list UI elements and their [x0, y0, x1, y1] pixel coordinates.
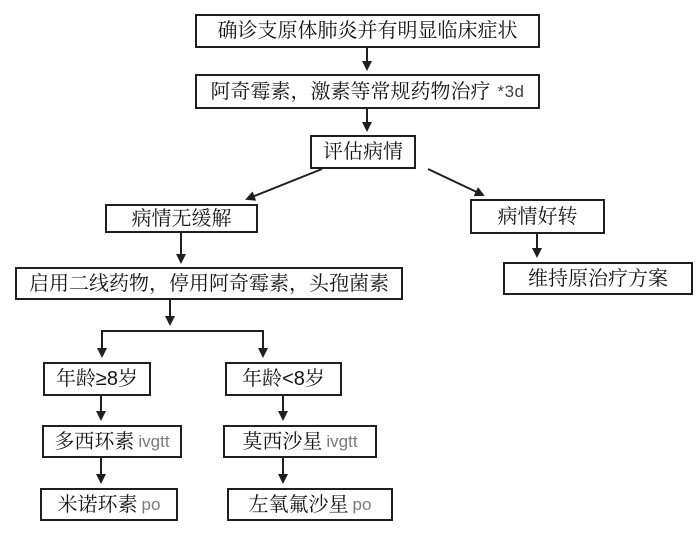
- levofloxacin-route: po: [352, 495, 372, 514]
- node-assess-condition: [310, 135, 416, 169]
- node-second-line-drugs-label: 启用二线药物，停用阿奇霉素，头孢菌素: [29, 272, 389, 295]
- node-improved: [470, 199, 605, 234]
- node-maintain-plan: [503, 262, 693, 295]
- node-age-ge8: [43, 362, 151, 396]
- moxifloxacin-route: ivgtt: [326, 432, 358, 451]
- node-improved-label: 病情好转: [497, 205, 578, 228]
- minocycline-route: po: [141, 495, 161, 514]
- node-minocycline: [40, 488, 178, 521]
- node-diagnosis: [195, 14, 540, 48]
- node-initial-treatment-label: 阿奇霉素，激素等常规药物治疗: [210, 80, 491, 103]
- arrow-assess-improved: [428, 169, 483, 195]
- node-maintain-plan-label: 维持原治疗方案: [528, 267, 668, 290]
- node-age-lt8: [225, 362, 342, 396]
- node-no-relief: [105, 204, 258, 233]
- treatment-duration-note: *3d: [497, 82, 525, 101]
- node-doxycycline-label: 多西环素: [54, 430, 135, 453]
- node-age-lt8-label: 年龄<8岁: [242, 368, 325, 390]
- node-second-line-drugs: [15, 267, 403, 300]
- node-levofloxacin: [227, 488, 393, 521]
- node-doxycycline: [42, 425, 182, 458]
- node-assess-condition-label: 评估病情: [323, 141, 403, 163]
- node-levofloxacin-label: 左氧氟沙星: [248, 493, 349, 516]
- node-age-ge8-label: 年龄≥8岁: [55, 368, 139, 390]
- doxycycline-route: ivgtt: [138, 432, 170, 451]
- node-moxifloxacin-label: 莫西沙星: [242, 430, 323, 453]
- node-no-relief-label: 病情无缓解: [131, 207, 232, 230]
- node-moxifloxacin: [223, 425, 377, 458]
- node-minocycline-label: 米诺环素: [57, 493, 138, 516]
- node-diagnosis-label: 确诊支原体肺炎并有明显临床症状: [217, 20, 518, 42]
- arrow-assess-no-relief: [247, 169, 322, 199]
- node-initial-treatment: [195, 74, 540, 109]
